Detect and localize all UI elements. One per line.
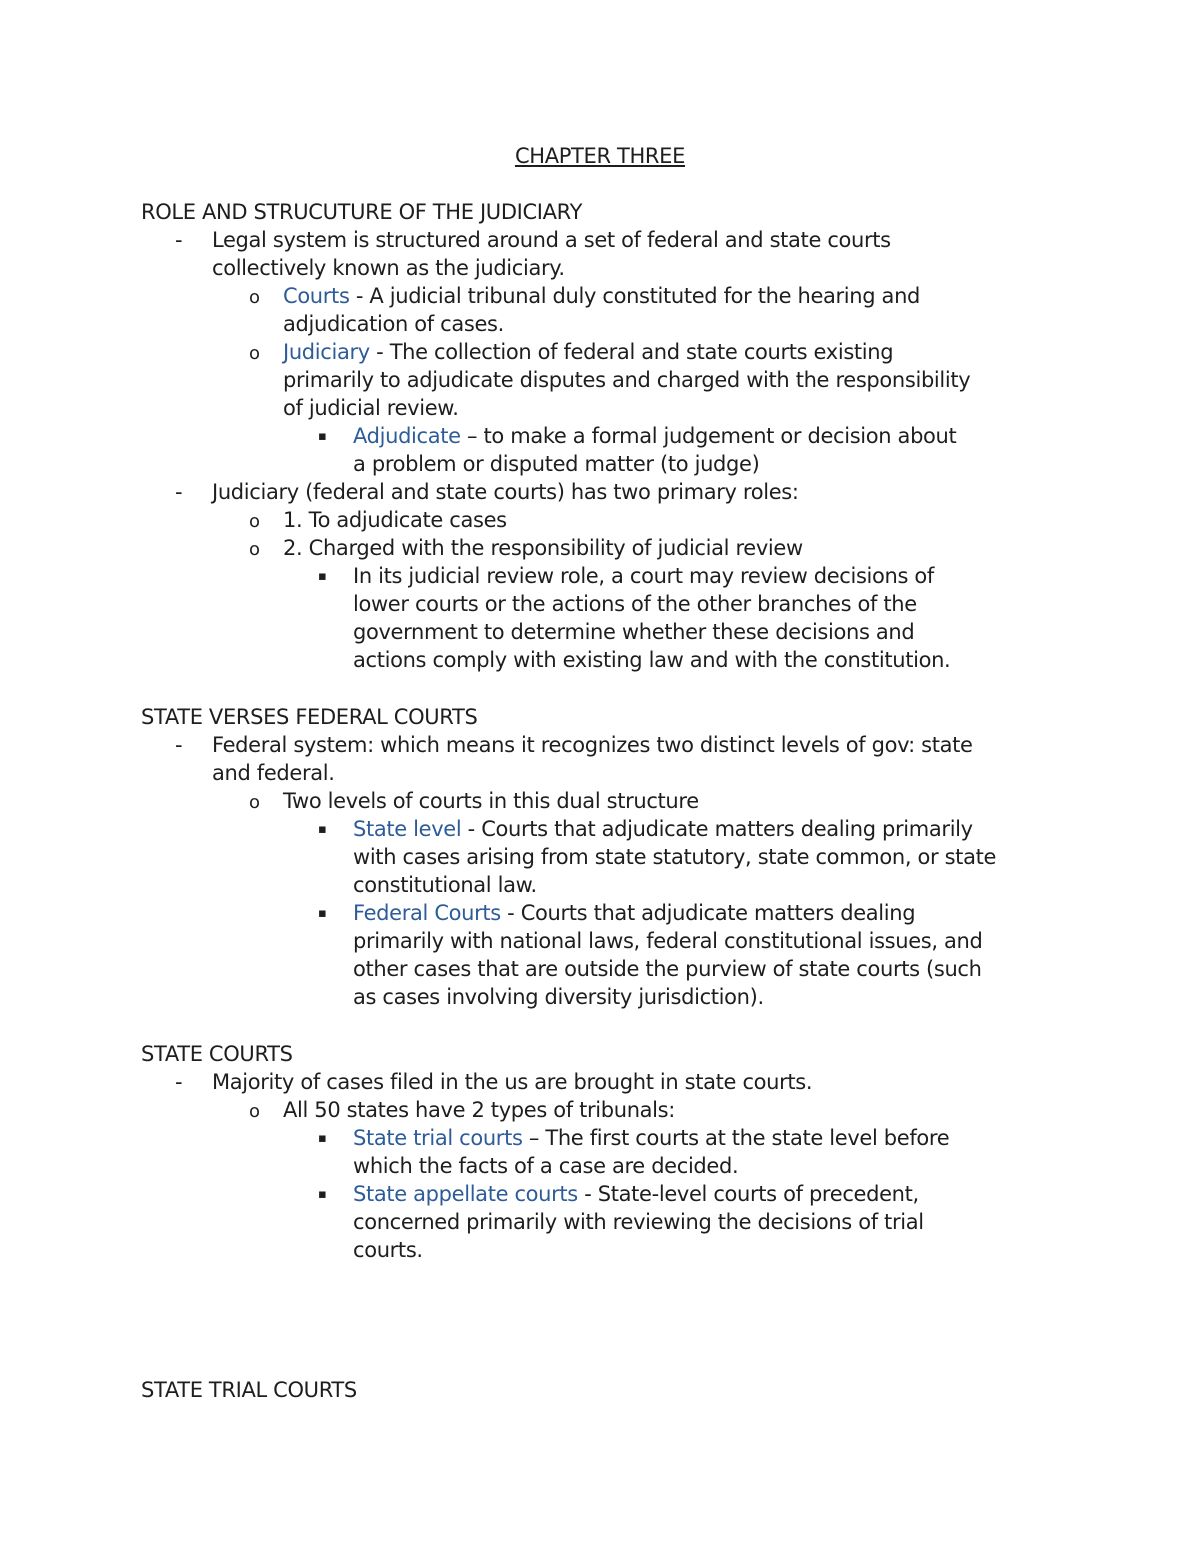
definition-adjudicate xyxy=(353,422,956,450)
list-item-text: with cases arising from state statutory, state common, or state xyxy=(353,845,997,869)
definition-text: - A judicial tribunal duly constituted for the hearing and xyxy=(349,284,921,308)
list-item-text: other cases that are outside the purview of state courts (such xyxy=(353,957,982,981)
list-item-text: primarily with national laws, federal constitutional issues, and xyxy=(353,929,983,953)
list-item-text: constitutional law. xyxy=(353,873,537,897)
circle-bullet: o xyxy=(249,287,261,308)
section-heading-state-courts: STATE COURTS xyxy=(141,1042,293,1066)
list-item-text: All 50 states have 2 types of tribunals: xyxy=(283,1098,675,1122)
list-item-text: courts. xyxy=(353,1238,423,1262)
list-item-text: lower courts or the actions of the other branches of the xyxy=(353,592,917,616)
chapter-title: CHAPTER THREE xyxy=(514,144,686,168)
square-bullet: ▪ xyxy=(318,1187,327,1202)
definition-judiciary xyxy=(283,338,893,366)
term-state-trial-courts: State trial courts xyxy=(353,1126,523,1150)
list-item-text: actions comply with existing law and with the constitution. xyxy=(353,648,951,672)
list-item-text: Federal system: which means it recognizes two distinct levels of gov: state xyxy=(212,733,973,757)
list-item-text: as cases involving diversity jurisdiction). xyxy=(353,985,764,1009)
list-item-text: collectively known as the judiciary. xyxy=(212,256,565,280)
list-item-text: Two levels of courts in this dual structure xyxy=(283,789,699,813)
definition-text: - Courts that adjudicate matters dealing primarily xyxy=(461,817,973,841)
square-bullet: ▪ xyxy=(318,569,327,584)
list-item-text: 2. Charged with the responsibility of judicial review xyxy=(283,536,803,560)
circle-bullet: o xyxy=(249,343,261,364)
list-item-text: and federal. xyxy=(212,761,335,785)
term-courts: Courts xyxy=(283,284,350,308)
section-heading-judiciary: ROLE AND STRUCUTURE OF THE JUDICIARY xyxy=(141,200,583,224)
dash-bullet: - xyxy=(175,733,183,757)
list-item-text: Judiciary (federal and state courts) has two primary roles: xyxy=(212,480,799,504)
list-item-text: adjudication of cases. xyxy=(283,312,504,336)
list-item-text: In its judicial review role, a court may review decisions of xyxy=(353,564,934,588)
section-heading-state-federal: STATE VERSES FEDERAL COURTS xyxy=(141,705,478,729)
list-item-text: Majority of cases filed in the us are brought in state courts. xyxy=(212,1070,813,1094)
section-heading-state-trial-courts: STATE TRIAL COURTS xyxy=(141,1378,357,1402)
dash-bullet: - xyxy=(175,1070,183,1094)
circle-bullet: o xyxy=(249,511,261,532)
circle-bullet: o xyxy=(249,539,261,560)
list-item-text: of judicial review. xyxy=(283,396,459,420)
dash-bullet: - xyxy=(175,480,183,504)
list-item-text: 1. To adjudicate cases xyxy=(283,508,507,532)
term-state-level: State level xyxy=(353,817,462,841)
definition-state-level xyxy=(353,815,973,843)
square-bullet: ▪ xyxy=(318,822,327,837)
list-item-text: Legal system is structured around a set of federal and state courts xyxy=(212,228,891,252)
list-item-text: which the facts of a case are decided. xyxy=(353,1154,739,1178)
square-bullet: ▪ xyxy=(318,1131,327,1146)
definition-text: - State-level courts of precedent, xyxy=(577,1182,919,1206)
list-item-text: government to determine whether these decisions and xyxy=(353,620,915,644)
definition-text: - Courts that adjudicate matters dealing xyxy=(500,901,916,925)
definition-courts xyxy=(283,282,920,310)
term-state-appellate-courts: State appellate courts xyxy=(353,1182,578,1206)
definition-text: – to make a formal judgement or decision about xyxy=(460,424,957,448)
definition-state-trial-courts xyxy=(353,1124,949,1152)
dash-bullet: - xyxy=(175,228,183,252)
term-judiciary: Judiciary xyxy=(283,340,370,364)
square-bullet: ▪ xyxy=(318,906,327,921)
circle-bullet: o xyxy=(249,792,261,813)
list-item-text: a problem or disputed matter (to judge) xyxy=(353,452,760,476)
definition-federal-courts xyxy=(353,899,915,927)
term-adjudicate: Adjudicate xyxy=(353,424,461,448)
square-bullet: ▪ xyxy=(318,429,327,444)
definition-state-appellate-courts xyxy=(353,1180,919,1208)
circle-bullet: o xyxy=(249,1101,261,1122)
term-federal-courts: Federal Courts xyxy=(353,901,501,925)
definition-text: - The collection of federal and state courts existing xyxy=(369,340,894,364)
list-item-text: primarily to adjudicate disputes and charged with the responsibility xyxy=(283,368,971,392)
list-item-text: concerned primarily with reviewing the decisions of trial xyxy=(353,1210,924,1234)
definition-text: – The first courts at the state level before xyxy=(522,1126,950,1150)
